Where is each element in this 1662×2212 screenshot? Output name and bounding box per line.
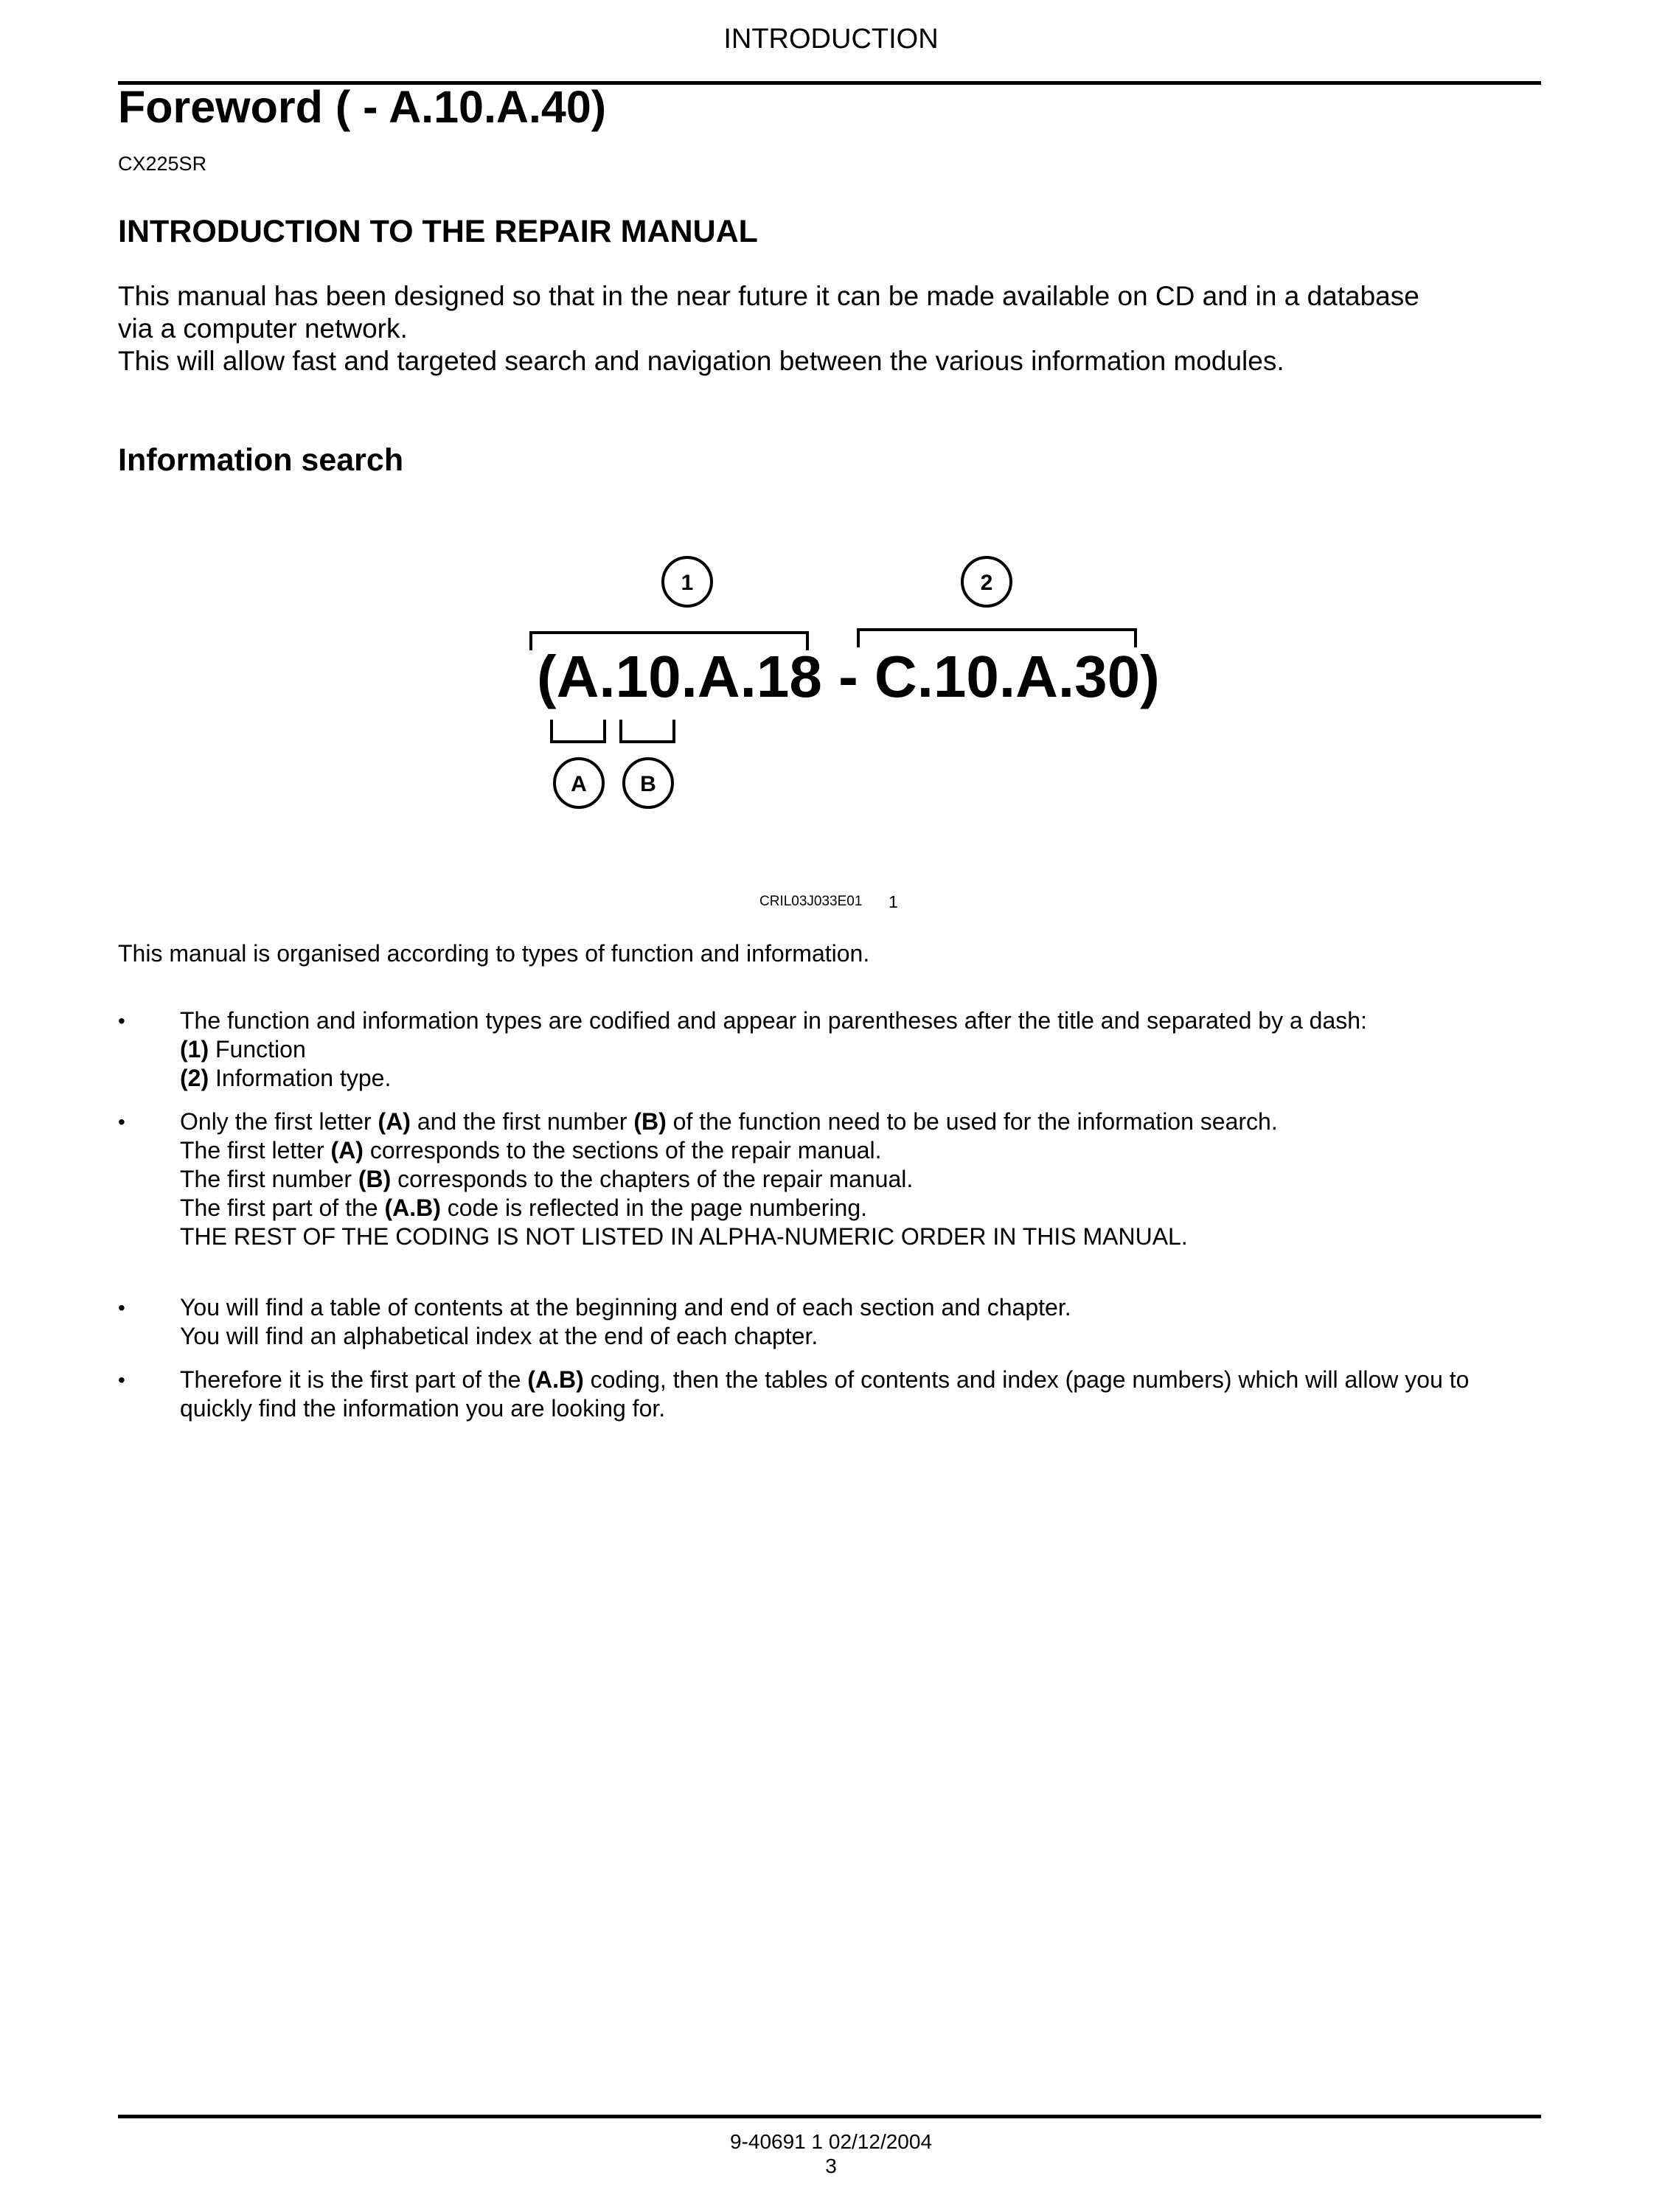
intro-line: via a computer network. [118, 313, 408, 344]
bullet-subline: (2) Information type. [180, 1065, 392, 1091]
callout-2-label: 2 [980, 571, 993, 595]
bullet-subline: The first letter (A) corresponds to the sections of the repair manual. [180, 1137, 882, 1164]
footer-document-code: 9-40691 1 02/12/2004 [729, 2130, 933, 2153]
bullet-list [118, 1006, 1541, 1438]
code-example: (A.10.A.18 - C.10.A.30) [537, 644, 1160, 709]
organisation-paragraph: This manual is organised according to types of function and information. [118, 940, 870, 967]
list-item [118, 1366, 1541, 1423]
intro-paragraph [118, 280, 1519, 378]
bullet-subline: (1) Function [180, 1036, 306, 1062]
bullet-subline: You will find an alphabetical index at the end of each chapter. [180, 1323, 818, 1349]
bracket-a [552, 720, 605, 742]
running-header: INTRODUCTION [723, 24, 939, 55]
model-label: CX225SR [118, 153, 207, 175]
figure-number: 1 [889, 892, 898, 911]
list-item [118, 1293, 1541, 1351]
footer-rule [118, 2115, 1541, 2118]
callout-1-label: 1 [681, 571, 694, 595]
coding-diagram [516, 546, 1180, 811]
bullet-marker: • [118, 1296, 125, 1319]
intro-line: This will allow fast and targeted search and navigation between the various information modules. [118, 346, 1284, 376]
bullet-subline: The first number (B) corresponds to the chapters of the repair manual. [180, 1166, 914, 1192]
bullet-marker: • [118, 1368, 125, 1391]
section-heading: INTRODUCTION TO THE REPAIR MANUAL [118, 214, 758, 249]
bullet-subline: Only the first letter (A) and the first number (B) of the function need to be used for the information search. [180, 1108, 1278, 1135]
bracket-b [621, 720, 674, 742]
page-number: 3 [825, 2154, 837, 2177]
bullet-subline: You will find a table of contents at the beginning and end of each section and chapter. [180, 1294, 1071, 1321]
callout-b-label: B [640, 772, 656, 796]
list-item [118, 1006, 1541, 1093]
bullet-subline: The first part of the (A.B) code is reflected in the page numbering. [180, 1194, 868, 1221]
bullet-marker: • [118, 1110, 125, 1133]
figure-reference-code: CRIL03J033E01 [759, 894, 863, 909]
bullet-marker: • [118, 1009, 125, 1032]
page-title: Foreword ( - A.10.A.40) [118, 82, 607, 132]
bullet-text: The function and information types are codified and appear in parentheses after the title and separated by a dash: [180, 1007, 1367, 1034]
bullet-text: Therefore it is the first part of the (A.B) coding, then the tables of contents and index (page numbers) which will allow you to quickly find the information you are looking for. [180, 1366, 1470, 1422]
bullet-subline: THE REST OF THE CODING IS NOT LISTED IN ALPHA-NUMERIC ORDER IN THIS MANUAL. [180, 1223, 1188, 1250]
subsection-heading: Information search [118, 442, 404, 478]
list-item [118, 1107, 1541, 1251]
intro-line: This manual has been designed so that in the near future it can be made available on CD and in a database [118, 281, 1419, 311]
callout-a-label: A [571, 772, 587, 796]
